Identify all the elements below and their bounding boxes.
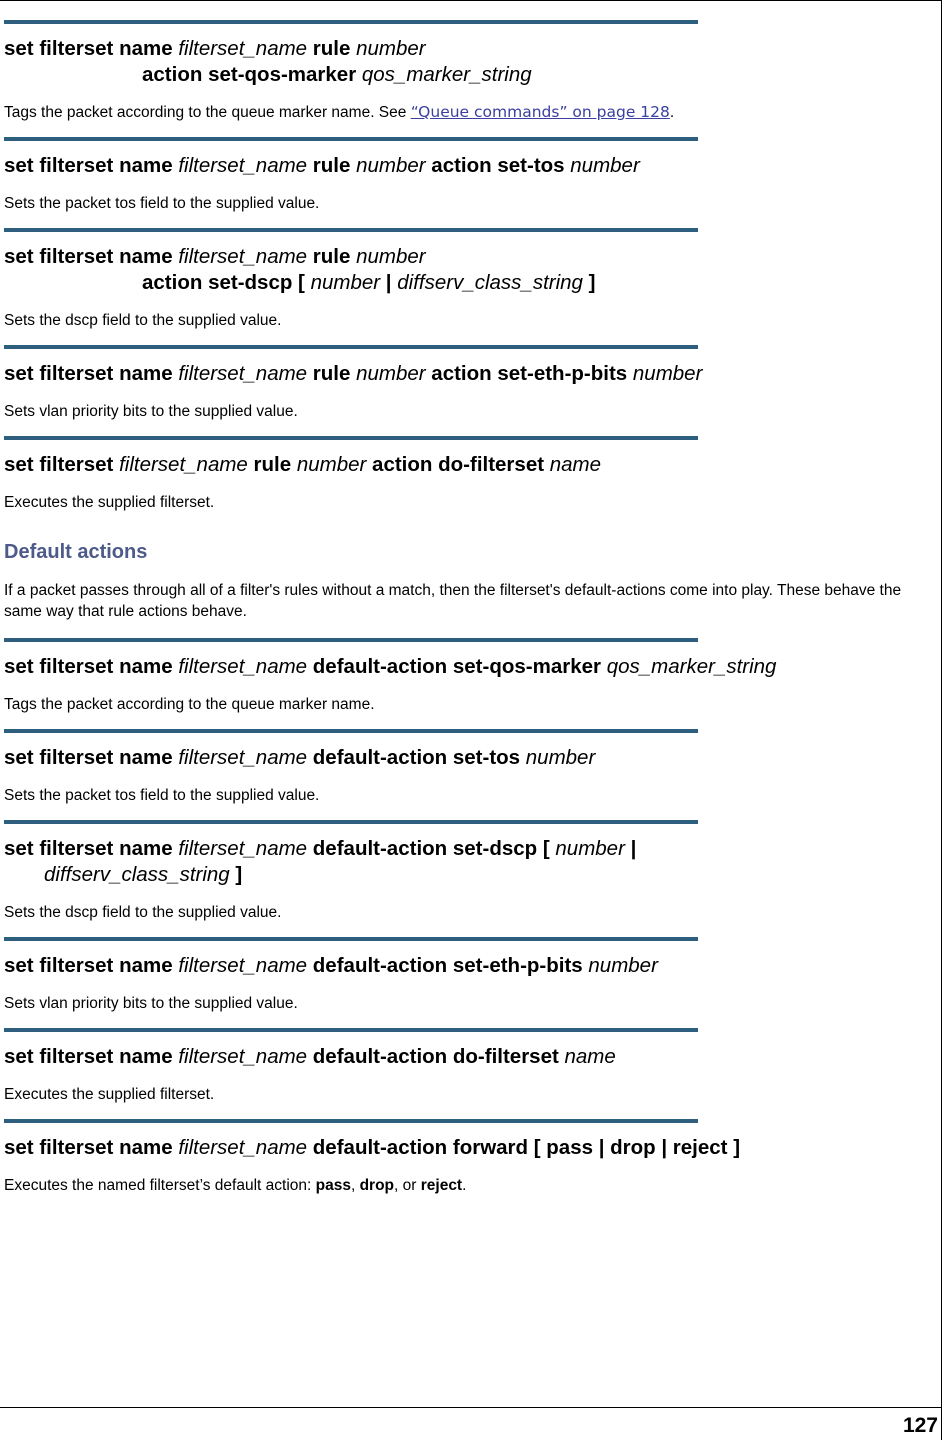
command-syntax	[4, 153, 940, 179]
command-param: name	[564, 1045, 616, 1068]
rule-action-entry	[4, 345, 940, 422]
page-bottom-rule	[0, 1407, 942, 1408]
command-keyword: rule	[247, 453, 297, 476]
command-keyword: set filterset name	[4, 655, 179, 678]
command-keyword: action set-tos	[425, 154, 571, 177]
command-syntax	[4, 452, 940, 478]
command-param: number	[296, 453, 367, 476]
command-keyword: set filterset	[4, 453, 120, 476]
command-param: filterset_name	[178, 245, 308, 268]
command-param: filterset_name	[178, 1045, 308, 1068]
description-keyword: reject	[420, 1177, 463, 1194]
command-param: name	[549, 453, 602, 476]
command-syntax-continuation	[4, 270, 940, 296]
command-syntax-line	[4, 746, 595, 769]
command-description	[4, 694, 940, 715]
command-keyword: set filterset name	[4, 954, 179, 977]
command-syntax	[4, 1044, 940, 1070]
rule-action-entry	[4, 20, 940, 123]
command-param: qos_marker_string	[361, 63, 532, 86]
command-keyword: set filterset name	[4, 746, 179, 769]
command-syntax	[4, 1135, 940, 1161]
rule-action-entry	[4, 137, 940, 214]
description-text: Sets the dscp field to the supplied value.	[4, 312, 282, 329]
command-keyword: action do-filterset	[366, 453, 550, 476]
description-keyword: drop	[359, 1177, 395, 1194]
command-separator-rule	[4, 1119, 698, 1123]
command-syntax-line	[4, 1045, 616, 1068]
section-heading-default-actions: Default actions	[4, 541, 148, 563]
cross-reference-link[interactable]: “Queue commands” on page 128	[410, 103, 670, 121]
default-action-entry	[4, 937, 940, 1014]
command-syntax-continuation	[4, 62, 940, 88]
command-description	[4, 1175, 940, 1196]
command-param: number	[310, 271, 381, 294]
command-separator-rule	[4, 228, 698, 232]
rule-action-entry	[4, 228, 940, 331]
command-separator-rule	[4, 638, 698, 642]
command-list-default-actions	[4, 638, 940, 1196]
command-param: filterset_name	[178, 837, 308, 860]
command-separator-rule	[4, 1028, 698, 1032]
description-text: Sets the dscp field to the supplied value.	[4, 904, 282, 921]
description-text: Executes the supplied filterset.	[4, 1086, 215, 1103]
description-text: Executes the supplied filterset.	[4, 494, 215, 511]
command-keyword: action set-eth-p-bits	[425, 362, 633, 385]
command-param: filterset_name	[178, 37, 308, 60]
command-keyword: set filterset name	[4, 837, 179, 860]
command-separator-rule	[4, 937, 698, 941]
command-syntax-line	[4, 362, 702, 385]
command-keyword: default-action set-dscp [	[307, 837, 556, 860]
command-keyword: default-action set-tos	[307, 746, 526, 769]
command-syntax-line	[4, 1136, 740, 1159]
command-keyword: set filterset name	[4, 245, 179, 268]
command-syntax	[4, 654, 940, 680]
default-actions-intro: If a packet passes through all of a filter's rules without a match, then the filterset's default-actions come into play. These behave the same way that rule actions behave.	[4, 582, 902, 620]
description-text: Tags the packet according to the queue marker name.	[4, 696, 375, 713]
command-param: number	[356, 245, 426, 268]
command-keyword: default-action set-qos-marker	[307, 655, 607, 678]
command-syntax-line	[4, 954, 658, 977]
command-keyword: default-action set-eth-p-bits	[307, 954, 589, 977]
command-syntax	[4, 836, 940, 888]
command-syntax-line	[4, 837, 636, 860]
command-keyword: set filterset name	[4, 1045, 179, 1068]
description-keyword: , or	[394, 1177, 421, 1194]
command-description	[4, 492, 940, 513]
command-keyword: set filterset name	[4, 37, 179, 60]
command-keyword: set filterset name	[4, 1136, 179, 1159]
command-keyword: rule	[307, 245, 357, 268]
command-keyword: action set-qos-marker	[142, 63, 362, 86]
command-keyword: rule	[307, 154, 357, 177]
command-separator-rule	[4, 820, 698, 824]
command-keyword: action set-dscp [	[142, 271, 311, 294]
default-action-entry	[4, 1119, 940, 1196]
command-param: number	[356, 362, 426, 385]
command-syntax	[4, 36, 940, 88]
command-keyword: |	[624, 837, 637, 860]
description-keyword: pass	[315, 1177, 351, 1194]
command-keyword: ]	[229, 863, 243, 886]
command-list-rule-actions	[4, 20, 940, 513]
command-separator-rule	[4, 345, 698, 349]
command-param: diffserv_class_string	[44, 863, 230, 886]
description-text: Sets vlan priority bits to the supplied value.	[4, 403, 298, 420]
command-param: number	[555, 837, 625, 860]
command-param: number	[356, 37, 426, 60]
page-content	[4, 20, 940, 1210]
command-keyword: default-action forward [ pass | drop | reject ]	[307, 1136, 741, 1159]
command-param: number	[356, 154, 426, 177]
command-param: number	[525, 746, 596, 769]
command-param: number	[570, 154, 640, 177]
command-param: number	[588, 954, 658, 977]
default-action-entry	[4, 729, 940, 806]
command-param: filterset_name	[119, 453, 248, 476]
rule-action-entry	[4, 436, 940, 513]
command-description	[4, 993, 940, 1014]
description-keyword: .	[462, 1177, 467, 1194]
command-separator-rule	[4, 729, 698, 733]
command-syntax-line	[4, 245, 426, 268]
command-param: diffserv_class_string	[397, 271, 583, 294]
command-description	[4, 310, 940, 331]
command-description	[4, 401, 940, 422]
description-text: .	[669, 104, 675, 121]
description-keyword: Executes the named filterset’s default action:	[4, 1177, 316, 1194]
description-text: Sets the packet tos field to the supplied value.	[4, 195, 320, 212]
default-action-entry	[4, 820, 940, 923]
command-syntax	[4, 244, 940, 296]
description-keyword: ,	[350, 1177, 360, 1194]
command-syntax	[4, 953, 940, 979]
command-keyword: rule	[307, 362, 357, 385]
command-param: filterset_name	[178, 1136, 308, 1159]
command-syntax	[4, 361, 940, 387]
command-separator-rule	[4, 20, 698, 24]
default-action-entry	[4, 638, 940, 715]
command-separator-rule	[4, 137, 698, 141]
command-param: filterset_name	[178, 746, 308, 769]
command-keyword: |	[380, 271, 398, 294]
description-text: Tags the packet according to the queue marker name. See	[4, 104, 411, 121]
command-param: filterset_name	[178, 362, 308, 385]
command-param: filterset_name	[178, 655, 308, 678]
page-number: 127	[902, 1414, 938, 1437]
command-param: filterset_name	[178, 954, 308, 977]
default-action-entry	[4, 1028, 940, 1105]
command-keyword: default-action do-filterset	[307, 1045, 565, 1068]
command-param: filterset_name	[178, 154, 308, 177]
page-top-rule	[0, 0, 942, 1]
description-text: Sets vlan priority bits to the supplied value.	[4, 995, 298, 1012]
command-syntax-line	[4, 453, 601, 476]
command-description	[4, 902, 940, 923]
command-syntax-continuation	[4, 862, 940, 888]
command-keyword: set filterset name	[4, 154, 179, 177]
command-description	[4, 102, 940, 123]
description-text: Sets the packet tos field to the supplied value.	[4, 787, 320, 804]
command-syntax-line	[4, 655, 776, 678]
command-param: number	[632, 362, 703, 385]
command-description	[4, 785, 940, 806]
command-description	[4, 1084, 940, 1105]
command-syntax-line	[4, 154, 640, 177]
command-keyword: set filterset name	[4, 362, 179, 385]
command-description	[4, 193, 940, 214]
command-syntax-line	[4, 37, 426, 60]
command-param: qos_marker_string	[606, 655, 777, 678]
command-keyword: rule	[307, 37, 357, 60]
command-syntax	[4, 745, 940, 771]
command-keyword: ]	[582, 271, 596, 294]
command-separator-rule	[4, 436, 698, 440]
